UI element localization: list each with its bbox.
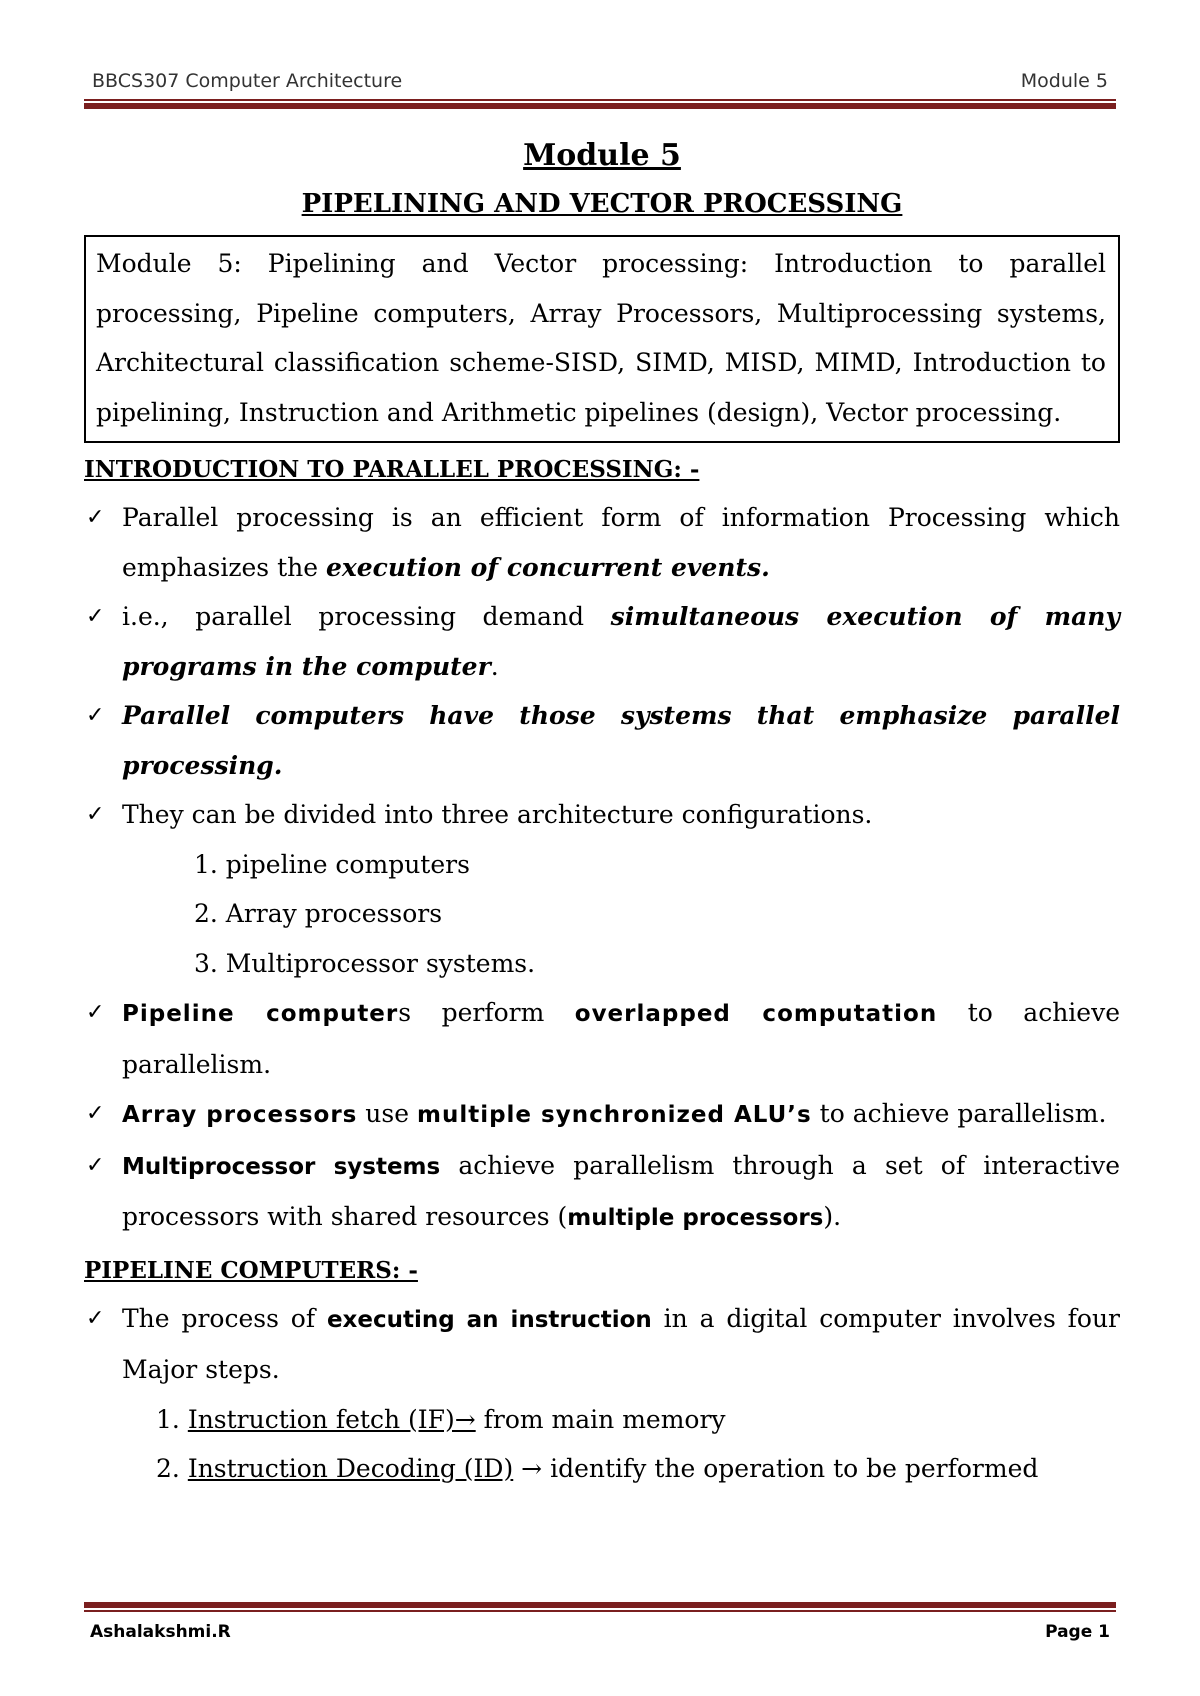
list-item: 2. Instruction Decoding (ID) → identify the operation to be performed [156, 1454, 1039, 1483]
header-rule [84, 99, 1116, 109]
header-course: BBCS307 Computer Architecture [92, 70, 403, 92]
page-header [84, 70, 1116, 96]
check-icon: ✓ [86, 1000, 105, 1025]
check-icon: ✓ [86, 802, 105, 827]
check-icon: ✓ [86, 1101, 105, 1126]
bullet-parallel-definition: ✓ Parallel processing is an efficient form of information Processing which emphasizes the execution of concurrent events. [84, 493, 1120, 592]
header-module: Module 5 [1020, 70, 1108, 92]
check-icon: ✓ [86, 1152, 105, 1178]
syllabus-box: Module 5: Pipelining and Vector processing: Introduction to parallel processing, Pipeline computers, Array Processors, Multiprocessing systems, Architectural classification scheme-SISD, SIMD, MISD, MIMD, Introduction to pipelining, Instruction and Arithmetic pipelines (design), Vector processing. [84, 235, 1120, 443]
bullet-instruction-steps: ✓ The process of executing an instruction in a digital computer involves four Major steps. [84, 1294, 1120, 1395]
check-icon: ✓ [86, 604, 105, 629]
check-icon: ✓ [86, 1305, 105, 1331]
list-item: 1. Instruction fetch (IF)→ from main memory [156, 1404, 726, 1434]
page-title: PIPELINING AND VECTOR PROCESSING [301, 189, 903, 219]
bullet-pipeline-computers: ✓ Pipeline computers perform overlapped computation to achieve parallelism. [84, 988, 1120, 1089]
check-icon: ✓ [86, 505, 105, 530]
bullet-simultaneous: ✓ i.e., parallel processing demand simultaneous execution of many programs in the computer. [84, 592, 1120, 691]
module-heading: Module 5 [523, 138, 681, 173]
footer-author: Ashalakshmi.R [90, 1622, 231, 1642]
list-item: 3. Multiprocessor systems. [194, 948, 536, 978]
section-heading-parallel: INTRODUCTION TO PARALLEL PROCESSING: - [84, 456, 700, 483]
bullet-configurations: ✓ They can be divided into three architecture configurations. [84, 790, 1120, 840]
section-heading-pipeline: PIPELINE COMPUTERS: - [84, 1256, 418, 1284]
bullet-multiprocessor: ✓ Multiprocessor systems achieve parallelism through a set of interactive processors with shared resources (multiple processors). [84, 1141, 1120, 1244]
list-item: 1. pipeline computers [194, 849, 470, 879]
page-content [84, 135, 1120, 1494]
page-number: Page 1 [1045, 1622, 1110, 1642]
bullet-array-processors: ✓ Array processors use multiple synchronized ALU’s to achieve parallelism. [84, 1089, 1120, 1141]
list-item: 2. Array processors [194, 899, 443, 928]
footer-rule [84, 1602, 1116, 1612]
check-icon: ✓ [86, 703, 105, 728]
bullet-parallel-computers: ✓ Parallel computers have those systems that emphasize parallel processing. [84, 691, 1120, 790]
page-footer [84, 1622, 1116, 1648]
